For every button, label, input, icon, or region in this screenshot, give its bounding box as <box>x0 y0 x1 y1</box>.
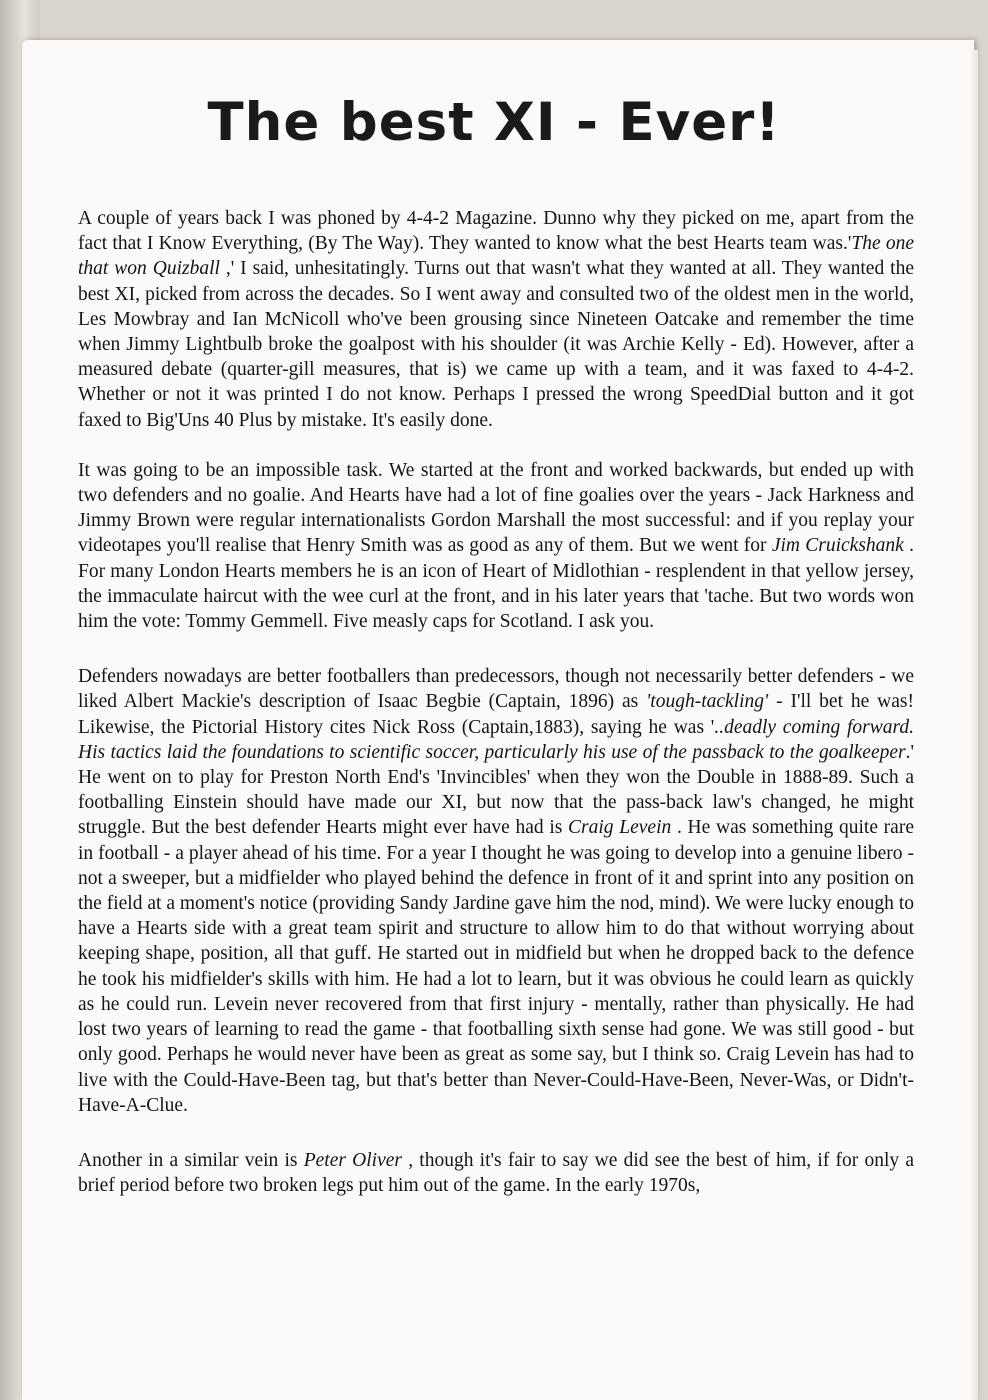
text-segment: . He was something quite rare in football - a player ahead of his time. For a year I thought he was going to develop into a genuine libero - not a sweeper, but a midfielder who played behind the defence in front of it and sprint into any position on the field at a moment's notice (providing Sandy Jardine gave him the nod, mind). We were lucky enough to have a Hearts side with a great team spirit and structure to allow him to do that without worrying about keeping shape, position, all that guff. He started out in midfield but when he dropped back to the defence he took his midfielder's skills with him. He had a lot to learn, but it was obvious he could learn as quickly as he could run. Levein never recovered from that first injury - mentally, rather than physically. He had lost two years of learning to read the game - that footballing sixth sense had gone. We was still good - but only good. Perhaps he would never have been as great as some say, but I think so. Craig Levein has had to live with the Could-Have-Been tag, but that's better than Never-Could-Have-Been, Never-Was, or Didn't-Have-A-Clue. <box>78 817 914 1116</box>
paragraph-goalkeeper <box>78 458 914 634</box>
text-segment: - I'll bet he was! Likewise, the Pictorial History cites Nick Ross (Captain,1883), saying he was ' <box>78 691 915 738</box>
text-segment: . For many London Hearts members he is an icon of Heart of Midlothian - resplendent in that yellow jersey, the immaculate haircut with the wee curl at the front, and in his later years that 'tache. But two words won him the vote: Tommy Gemmell. Five measly caps for Scotland. I ask you. <box>78 535 914 633</box>
text-segment: Another in a similar vein is <box>78 1149 304 1171</box>
paragraph-oliver <box>78 1148 914 1198</box>
paragraph-defenders <box>78 664 914 1118</box>
paragraph-intro <box>78 206 914 433</box>
text-segment-italic: Jim Cruickshank <box>771 535 904 557</box>
text-segment: , though it's fair to say we did see the best of him, if for only a brief period before two broken legs put him out of the game. In the early 1970s, <box>78 1149 915 1197</box>
text-segment-italic: Craig Levein <box>568 817 672 839</box>
text-segment: A couple of years back I was phoned by 4-4-2 Magazine. Dunno why they picked on me, apart from the fact that I Know Everything, (By The Way). They wanted to know what the best Hearts team was.' <box>78 208 914 255</box>
text-segment: It was going to be an impossible task. We started at the front and worked backwards, but ended up with two defenders and no goalie. And Hearts have had a lot of fine goalies over the years - Jack Harkness and Jimmy Brown were regular internationalists Gordon Marshall the most successful: and if you replay your videotapes you'll realise that Henry Smith was as good as any of them. But we went for <box>78 459 914 557</box>
article-body <box>78 206 914 1198</box>
text-segment: ,' I said, unhesitatingly. Turns out that wasn't what they wanted at all. They wanted the best XI, picked from across the decades. So I went away and consulted two of the oldest men in the world, Les Mowbray and Ian McNicoll who've been grousing since Nineteen Oatcake and remember the time when Jimmy Lightbulb broke the goalpost with his shoulder (it was Archie Kelly - Ed). However, after a measured debate (quarter-gill measures, that is) we came up with a team, and it was faxed to 4-4-2. Whether or not it was printed I do not know. Perhaps I pressed the wrong SpeedDial button and it got faxed to Big'Uns 40 Plus by mistake. It's easily done. <box>78 258 914 431</box>
text-segment-italic: Peter Oliver <box>303 1149 402 1171</box>
text-segment-italic: ..deadly coming forward. His tactics laid the foundations to scientific soccer, particularly his use of the passback to the goalkeeper <box>78 716 914 763</box>
page-edge-shadow <box>970 50 978 1400</box>
text-segment: Defenders nowadays are better footballers than predecessors, though not necessarily better defenders - we liked Albert Mackie's description of Isaac Begbie (Captain, 1896) as <box>78 666 914 713</box>
text-segment-italic: The one that won Quizball <box>78 233 914 280</box>
text-segment-italic: 'tough-tackling' <box>646 691 769 713</box>
text-segment: .' He went on to play for Preston North End's 'Invincibles' when they won the Double in 1888-89. Such a footballing Einstein should have made our XI, but now that the pass-back law's changed, he might struggle. But the best defender Hearts might ever have had is <box>78 741 914 839</box>
article-title: The best XI - Ever! <box>207 92 781 153</box>
